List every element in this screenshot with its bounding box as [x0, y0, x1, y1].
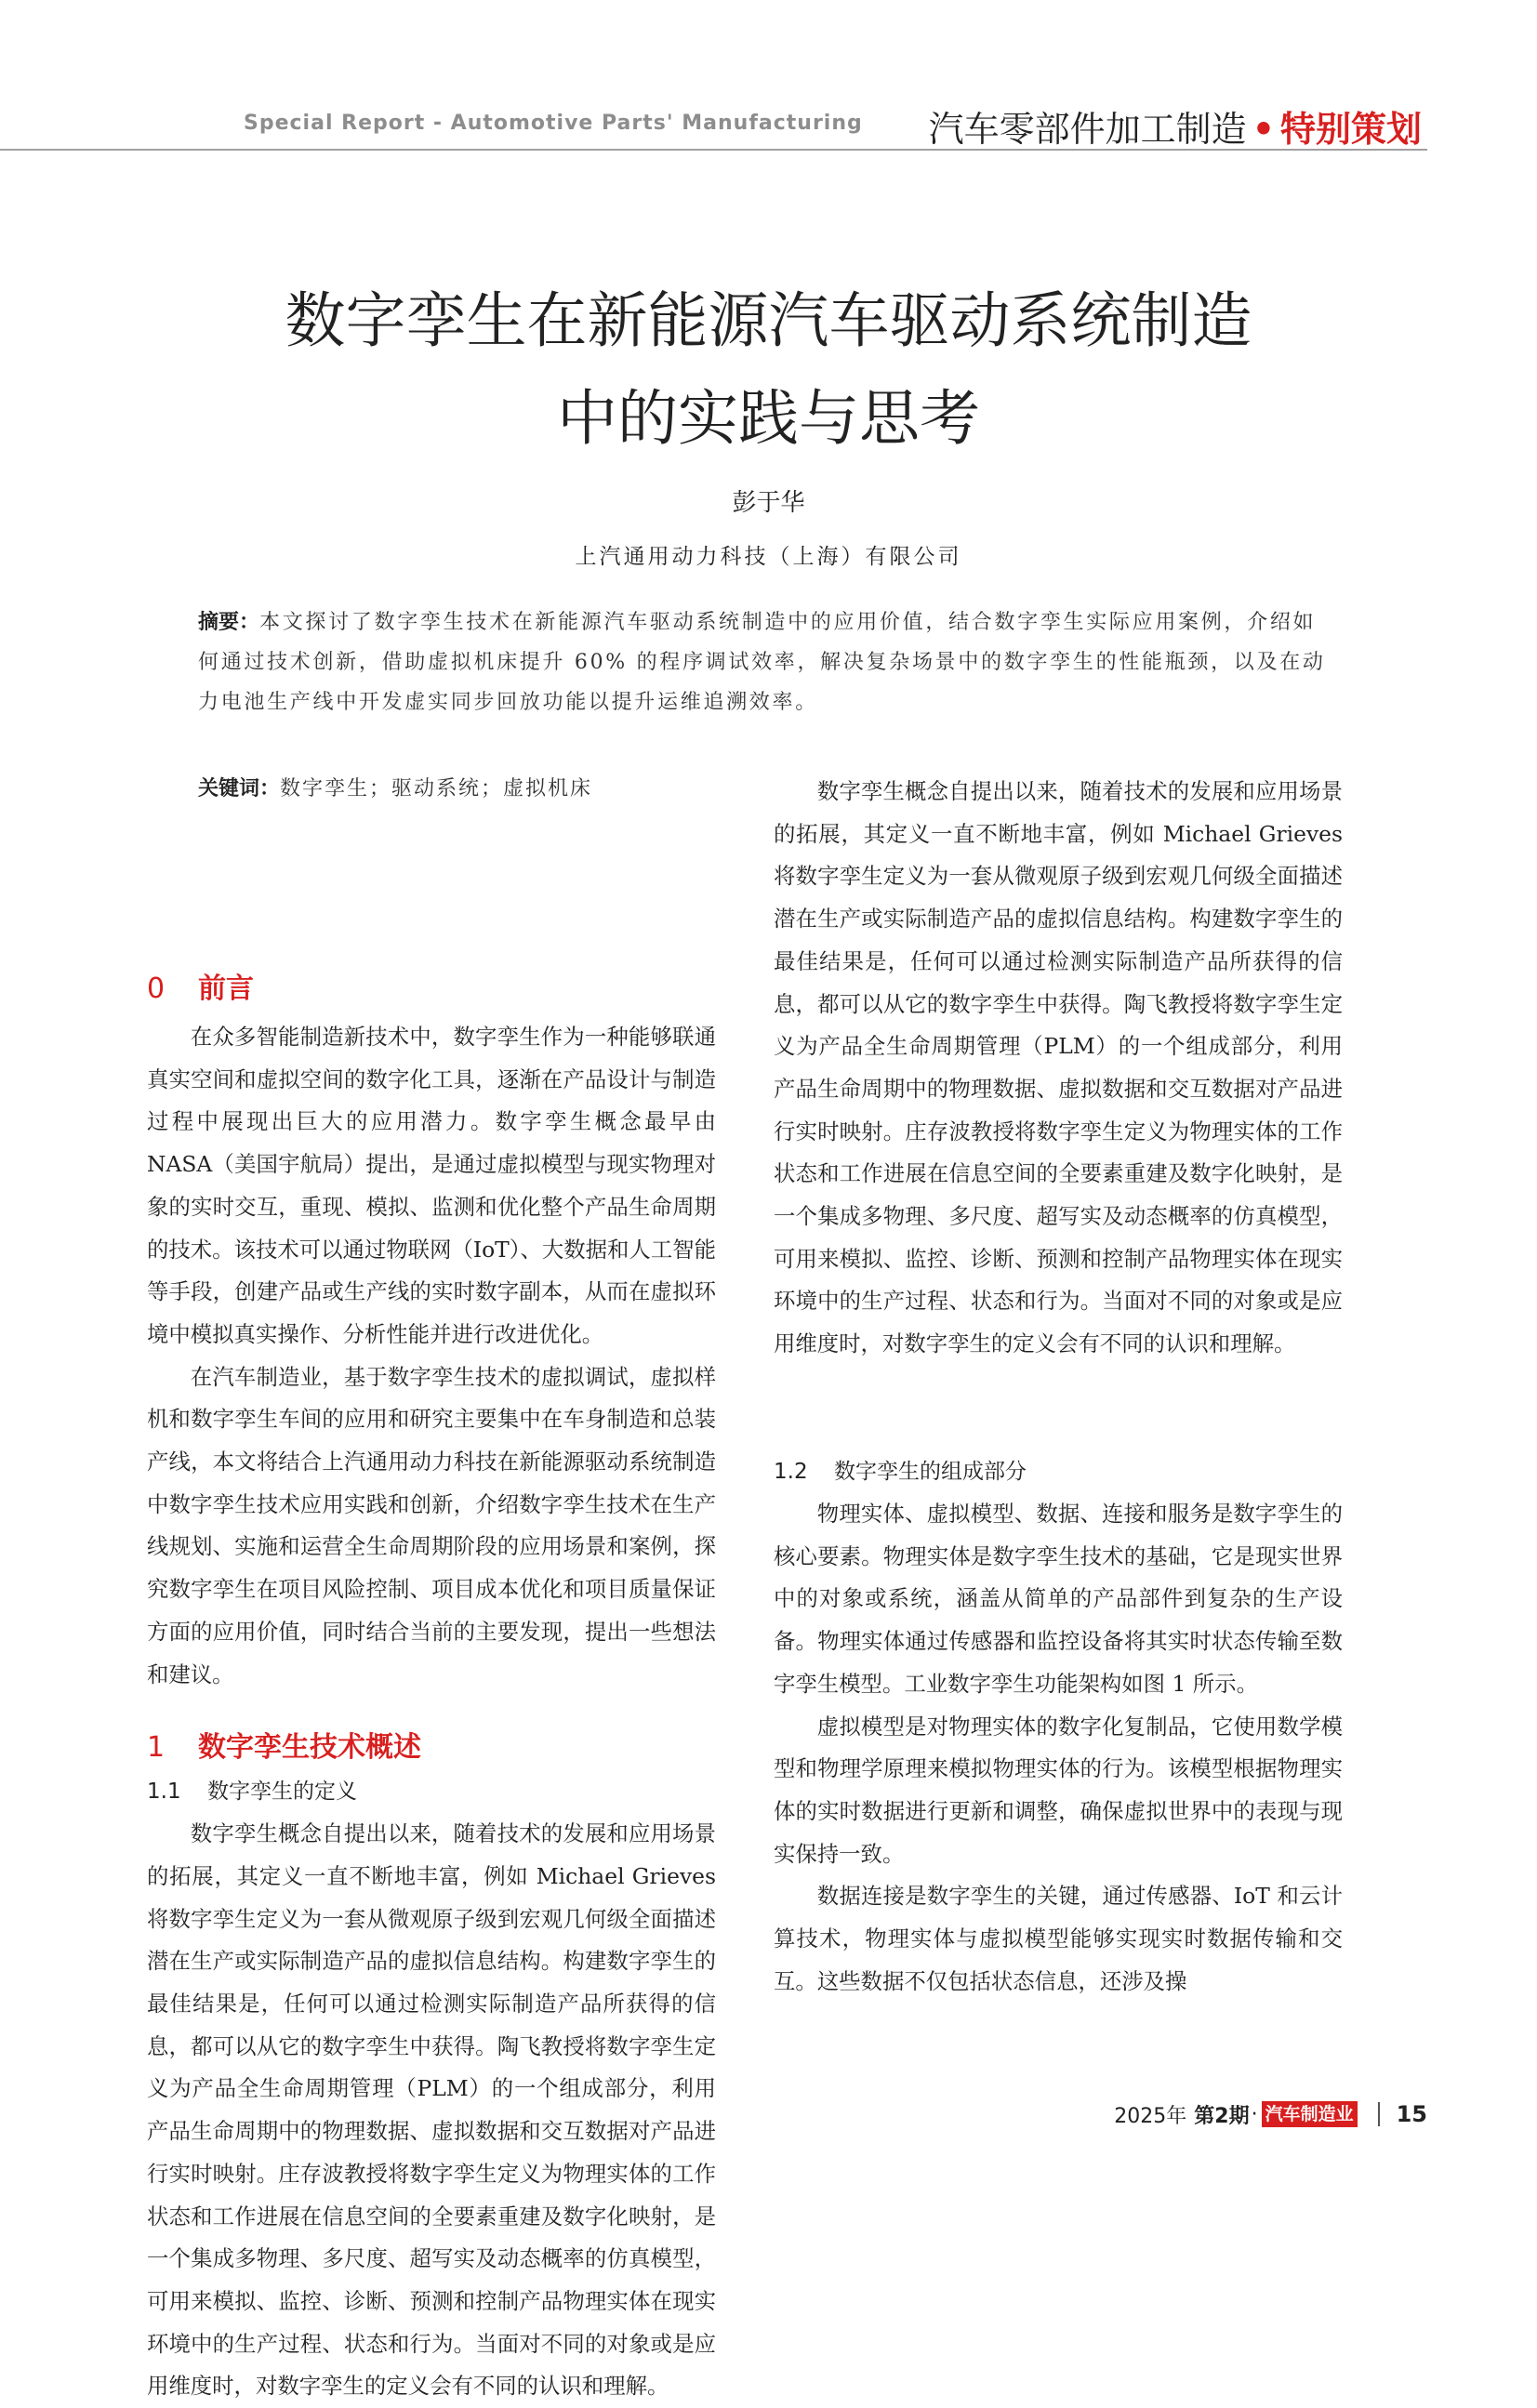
- section-title: 数字孪生技术概述: [198, 1731, 421, 1765]
- header-english-title: Special Report - Automotive Parts' Manufacturing: [244, 112, 863, 135]
- header-section-title: [887, 100, 1422, 152]
- subsection-title: 数字孪生的组成部分: [834, 1460, 1027, 1484]
- column-continuation-frame: [774, 778, 1343, 1450]
- subsection-number: 1.2: [774, 1460, 808, 1484]
- subsection-title: 数字孪生的定义: [207, 1780, 357, 1805]
- column-overflow-frame: [147, 1813, 716, 2400]
- subsection-number: 1.1: [147, 1780, 181, 1805]
- affiliation: 上汽通用动力科技（上海）有限公司: [575, 545, 962, 569]
- author: 彭于华: [732, 489, 805, 517]
- running-header: [0, 100, 1427, 151]
- abstract: [198, 602, 1337, 722]
- footer-issue: 第2期: [1194, 2104, 1250, 2128]
- article-title: [130, 272, 1407, 468]
- section-number: 1: [147, 1731, 166, 1765]
- header-special-label: 特别策划: [1279, 109, 1422, 150]
- header-section-name: 汽车零部件加工制造: [928, 109, 1247, 150]
- left-column: [147, 941, 716, 2400]
- paragraph: 虚拟模型是对物理实体的数字化复制品，它使用数学模型和物理学原理来模拟物理实体的行为。该模型根据物理实体的实时数据进行更新和调整，确保虚拟世界中的表现与现实保持一致。: [774, 1713, 1343, 1867]
- footer-year: 2025年: [1114, 2104, 1187, 2128]
- abstract-label: 摘要：: [198, 611, 260, 634]
- section-0-heading: [147, 965, 716, 1006]
- paragraph: 数据连接是数字孪生的关键，通过传感器、IoT 和云计算技术，物理实体与虚拟模型能够实现实时数据传输和交互。这些数据不仅包括状态信息，还涉及操: [774, 1883, 1343, 1994]
- right-column: [774, 778, 1343, 2003]
- page-footer: [1114, 2096, 1427, 2133]
- paragraph-continued: 数字孪生概念自提出以来，随着技术的发展和应用场景的拓展，其定义一直不断地丰富，例如 Michael Grieves 将数字孪生定义为一套从微观原子级到宏观几何级全面描述潜在生产或实际制造产品的虚拟信息结构。构建数字孪生的最佳结果是，任何可以通过检测实际制造产品所获得的信息，都可以从它的数字孪生中获得。陶飞教授将数字孪生定义为产品全生命周期管理（PLM）的一个组成部分，利用产品生命周期中的物理数据、虚拟数据和交互数据对产品进行实时映射。庄存波教授将数字孪生定义为物理实体的工作状态和工作进展在信息空间的全要素重建及数字化映射，是一个集成多物理、多尺度、超写实及动态概率的仿真模型，可用来模拟、监控、诊断、预测和控制产品物理实体在现实环境中的生产过程、状态和行为。当面对不同的对象或是应用维度时，对数字孪生的定义会有不同的认识和理解。: [774, 778, 1343, 1357]
- keywords-text: 数字孪生；驱动系统；虚拟机床: [280, 777, 593, 800]
- article-title-line-2: 中的实践与思考: [556, 384, 980, 454]
- header-dot: •: [1252, 109, 1275, 150]
- subsection-1-1-heading: [147, 1770, 716, 1813]
- section-1-heading: [147, 1724, 716, 1765]
- footer-divider: [1378, 2102, 1380, 2126]
- page-number: 15: [1396, 2101, 1427, 2127]
- abstract-text: 本文探讨了数字孪生技术在新能源汽车驱动系统制造中的应用价值，结合数字孪生实际应用案例，介绍如何通过技术创新，借助虚拟机床提升 60% 的程序调试效率，解决复杂场景中的数字孪生的性能瓶颈，以及在动力电池生产线中开发虚实同步回放功能以提升运维追溯效率。: [198, 611, 1326, 714]
- paragraph: 在众多智能制造新技术中，数字孪生作为一种能够联通真实空间和虚拟空间的数字化工具，逐渐在产品设计与制造过程中展现出巨大的应用潜力。数字孪生概念最早由 NASA（美国宇航局）提出，是通过虚拟模型与现实物理对象的实时交互，重现、模拟、监测和优化整个产品生命周期的技术。该技术可以通过物联网（IoT）、大数据和人工智能等手段，创建产品或生产线的实时数字副本，从而在虚拟环境中模拟真实操作、分析性能并进行改进优化。: [147, 1024, 716, 1347]
- paragraph: 物理实体、虚拟模型、数据、连接和服务是数字孪生的核心要素。物理实体是数字孪生技术的基础，它是现实世界中的对象或系统，涵盖从简单的产品部件到复杂的生产设备。物理实体通过传感器和监控设备将其实时状态传输至数字孪生模型。工业数字孪生功能架构如图 1 所示。: [774, 1501, 1343, 1697]
- paragraph: 数字孪生概念自提出以来，随着技术的发展和应用场景的拓展，其定义一直不断地丰富，例如 Michael Grieves 将数字孪生定义为一套从微观原子级到宏观几何级全面描述潜在生产或实际制造产品的虚拟信息结构。构建数字孪生的最佳结果是，任何可以通过检测实际制造产品所获得的信息，都可以从它的数字孪生中获得。陶飞教授将数字孪生定义为产品全生命周期管理（PLM）的一个组成部分，利用产品生命周期中的物理数据、虚拟数据和交互数据对产品进行实时映射。庄存波教授将数字孪生定义为物理实体的工作状态和工作进展在信息空间的全要素重建及数字化映射，是一个集成多物理、多尺度、超写实及动态概率的仿真模型，可用来模拟、监控、诊断、预测和控制产品物理实体在现实环境中的生产过程、状态和行为。当面对不同的对象或是应用维度时，对数字孪生的定义会有不同的认识和理解。: [147, 1820, 716, 2400]
- keywords-label: 关键词：: [198, 777, 281, 800]
- subsection-1-2-heading: [774, 1450, 1343, 1493]
- footer-dot: ·: [1251, 2102, 1258, 2126]
- article-title-line-1: 数字孪生在新能源汽车驱动系统制造: [285, 286, 1252, 356]
- section-title: 前言: [198, 972, 254, 1005]
- magazine-logo: 汽车制造业: [1262, 2101, 1358, 2127]
- section-number: 0: [147, 972, 166, 1005]
- paragraph: 在汽车制造业，基于数字孪生技术的虚拟调试，虚拟样机和数字孪生车间的应用和研究主要集中在车身制造和总装产线，本文将结合上汽通用动力科技在新能源驱动系统制造中数字孪生技术应用实践和创新，介绍数字孪生技术在生产线规划、实施和运营全生命周期阶段的应用场景和案例，探究数字孪生在项目风险控制、项目成本优化和项目质量保证方面的应用价值，同时结合当前的主要发现，提出一些想法和建议。: [147, 1363, 716, 1687]
